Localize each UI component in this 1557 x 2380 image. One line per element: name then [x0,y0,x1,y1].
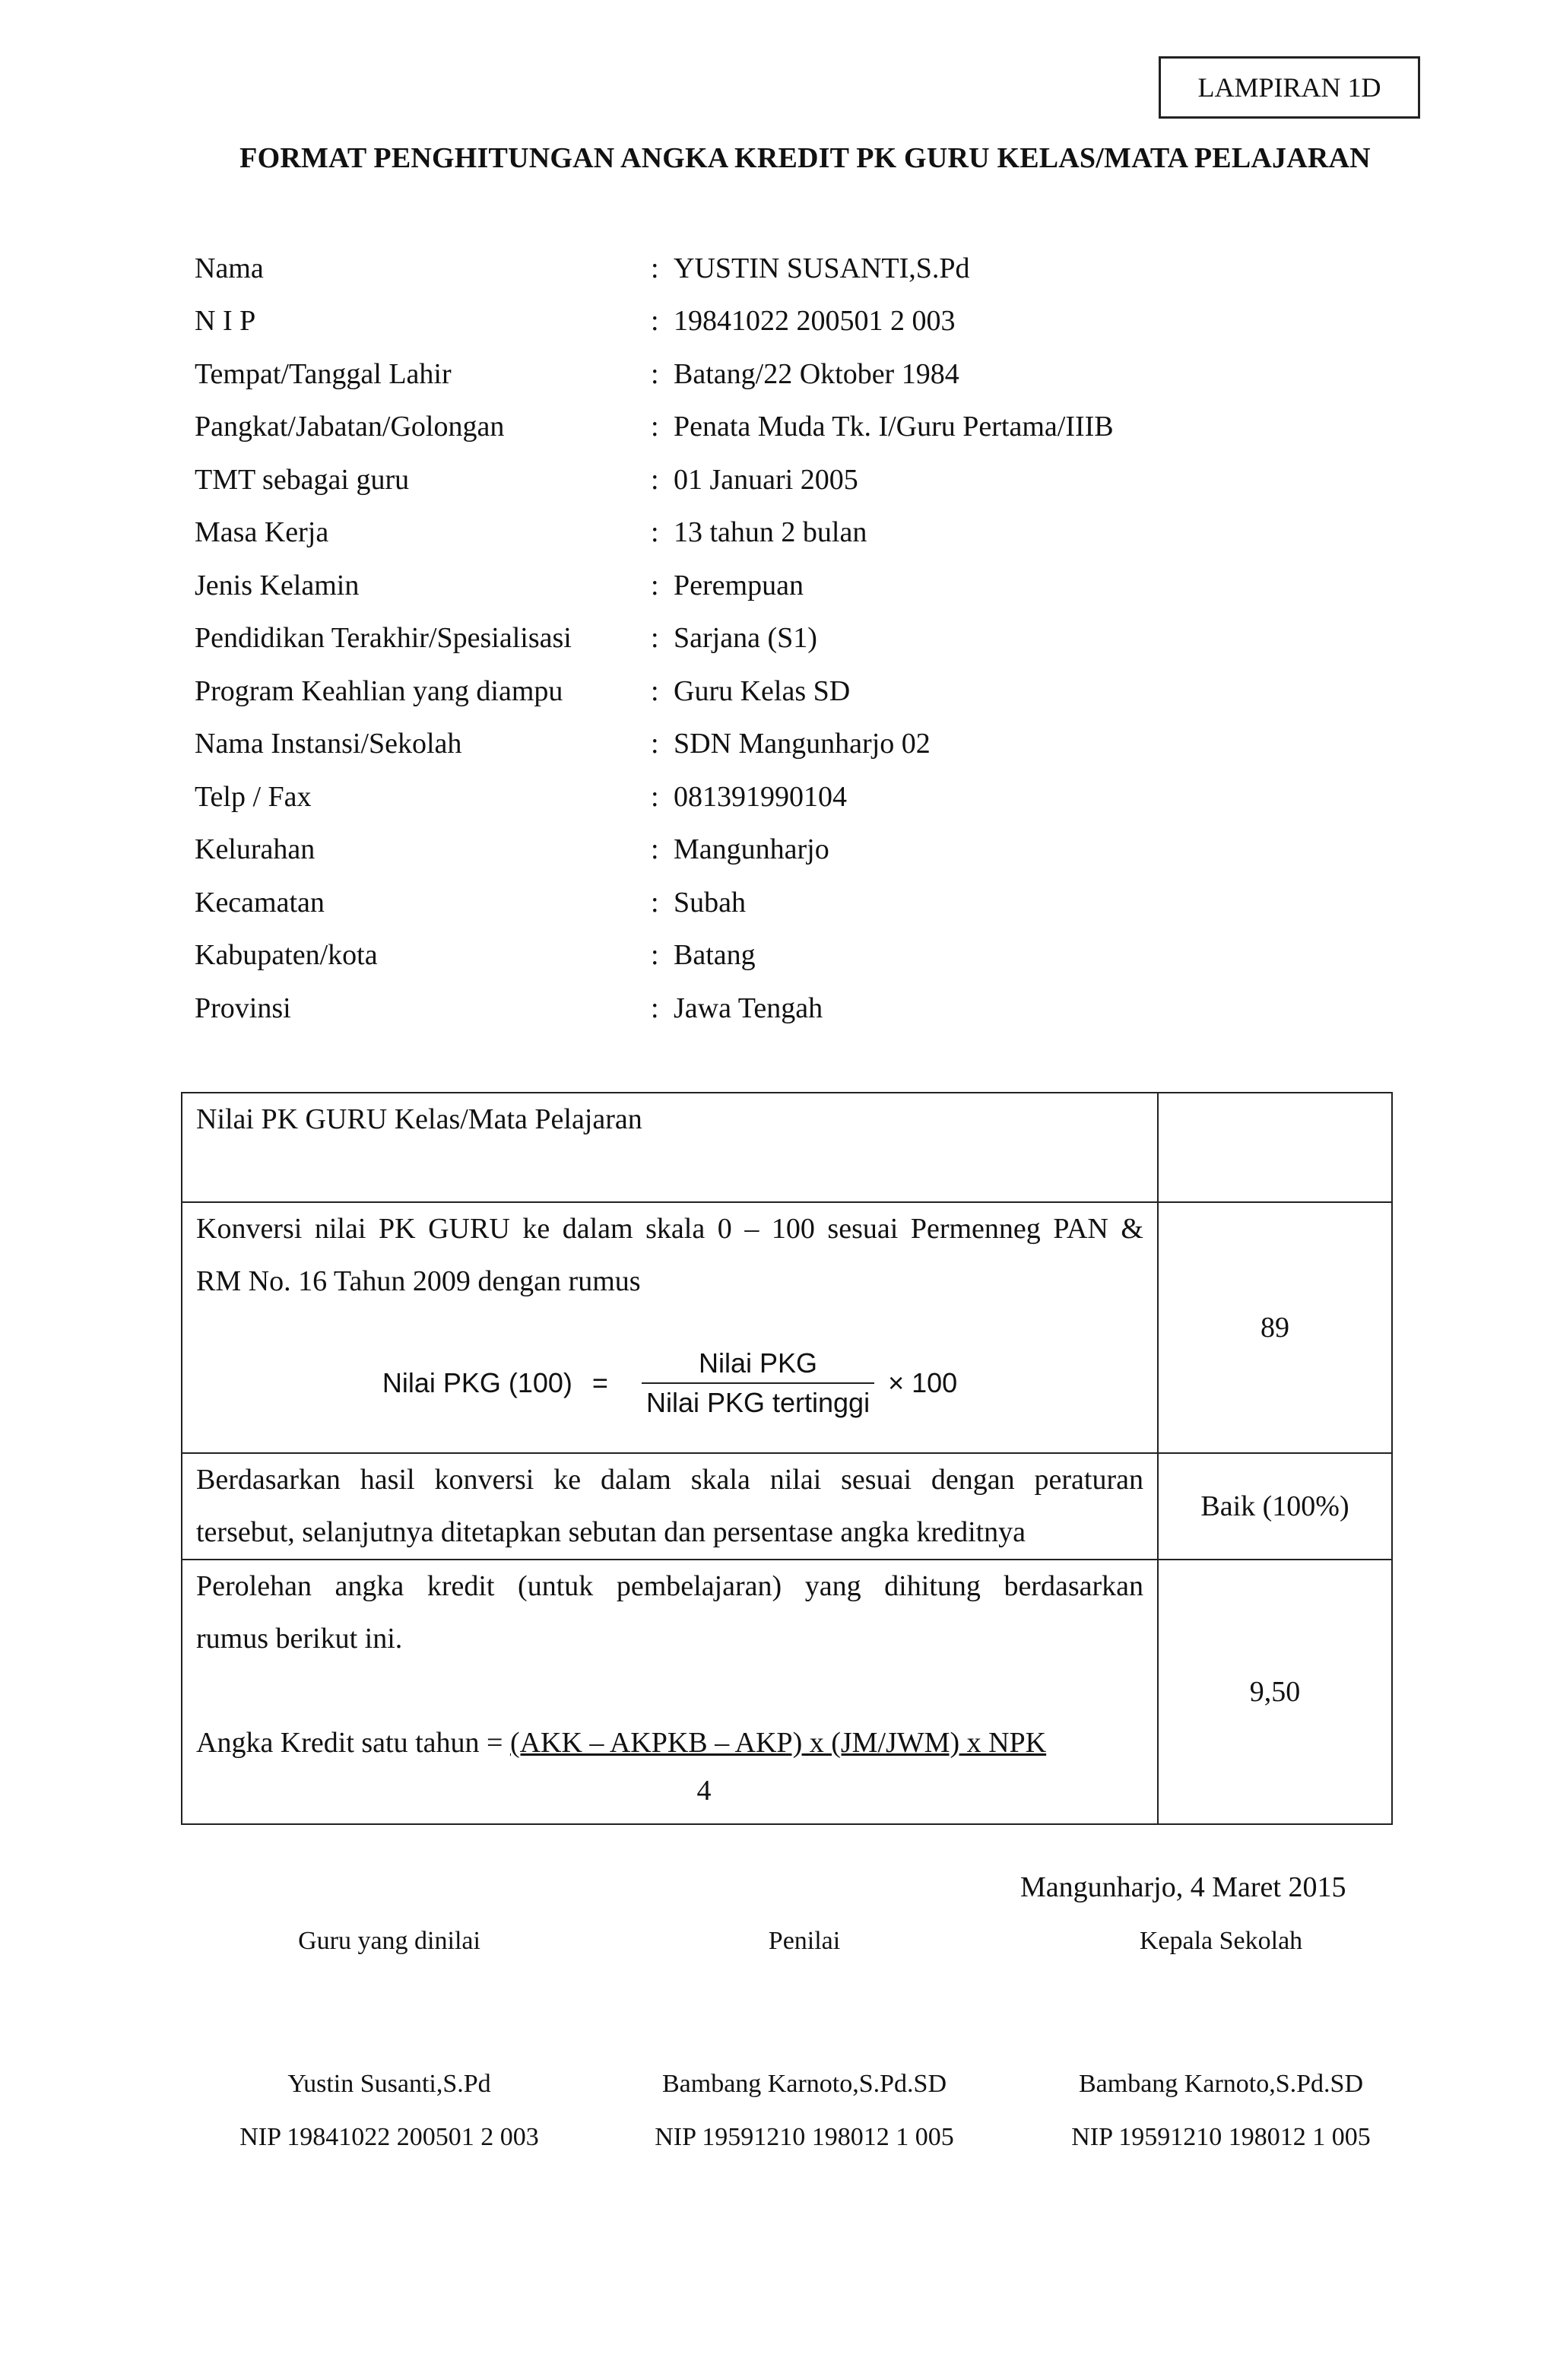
identity-value: 01 Januari 2005 [674,463,858,496]
identity-value: Sarjana (S1) [674,622,817,655]
appendix-label-box [1159,56,1420,119]
credit-formula-denominator: 4 [696,1775,712,1807]
identity-value: Batang/22 Oktober 1984 [674,357,959,390]
signatory-name: Bambang Karnoto,S.Pd.SD [662,2070,947,2098]
identity-value: Subah [674,886,746,919]
identity-colon: : [651,569,659,601]
formula-fraction [642,1347,874,1419]
identity-label: Jenis Kelamin [195,569,360,601]
document-title: FORMAT PENGHITUNGAN ANGKA KREDIT PK GURU KELAS/MATA PELAJARAN [239,142,1371,174]
table-row [182,1453,1392,1560]
identity-row-program [195,665,1114,718]
formula-multiplier: × 100 [888,1367,958,1398]
identity-value: 19841022 200501 2 003 [674,305,956,338]
identity-label: Kelurahan [195,833,316,866]
identity-row-rank [195,401,1114,454]
identity-row-phone [195,770,1114,823]
identity-label: Program Keahlian yang diampu [195,674,563,707]
identity-row-nama [195,242,1114,295]
identity-label: Tempat/Tanggal Lahir [195,357,452,390]
identity-row-school [195,718,1114,771]
pkg-conversion-formula [196,1347,1143,1419]
credit-text-line2: rumus berikut ini. [196,1623,403,1655]
identity-row-kecamatan [195,876,1114,929]
identity-label: Pangkat/Jabatan/Golongan [195,411,505,443]
identity-colon: : [651,780,659,813]
pk-score-label: Nilai PK GURU Kelas/Mata Pelajaran [196,1103,642,1135]
credit-calculation-table [181,1092,1393,1825]
appendix-label: LAMPIRAN 1D [1197,72,1381,103]
category-text-line2: tersebut, selanjutnya ditetapkan sebutan dan persentase angka kreditnya [196,1516,1026,1548]
identity-row-kelurahan [195,823,1114,877]
identity-colon: : [651,411,659,443]
identity-label: Kecamatan [195,886,325,919]
table-cell-category [182,1453,1158,1560]
table-cell-credit [182,1560,1158,1824]
formula-denominator: Nilai PKG tertinggi [645,1387,870,1418]
conversion-text-line1: Konversi nilai PK GURU ke dalam skala 0 – 100 sesuai Permenneg PAN & [196,1213,1143,1245]
table-row [182,1560,1392,1824]
signatory-name: Yustin Susanti,S.Pd [287,2070,491,2098]
credit-formula [196,1717,1143,1769]
identity-colon: : [651,992,659,1024]
identity-row-nip [195,295,1114,348]
identity-value: 081391990104 [674,780,847,813]
identity-value: Guru Kelas SD [674,674,851,707]
signatory-nip: NIP 19591210 198012 1 005 [1071,2123,1371,2151]
identity-value: Mangunharjo [674,833,829,866]
identity-value: Jawa Tengah [674,992,823,1024]
formula-equals: = [591,1367,608,1398]
identity-label: Provinsi [195,992,291,1024]
identity-colon: : [651,674,659,707]
credit-text-line1: Perolehan angka kredit (untuk pembelajaran) yang dihitung berdasarkan [196,1570,1143,1602]
identity-label: TMT sebagai guru [195,463,410,496]
identity-label: Masa Kerja [195,516,329,549]
identity-label: N I P [195,305,256,338]
identity-section [195,242,1114,1035]
category-text-line1: Berdasarkan hasil konversi ke dalam skala nilai sesuai dengan peraturan [196,1464,1143,1496]
identity-row-tmt [195,453,1114,506]
identity-row-education [195,612,1114,665]
identity-row-tenure [195,506,1114,560]
identity-label: Pendidikan Terakhir/Spesialisasi [195,622,572,655]
identity-colon: : [651,833,659,866]
place-date: Mangunharjo, 4 Maret 2015 [1020,1871,1346,1903]
identity-label: Telp / Fax [195,780,312,813]
identity-colon: : [651,886,659,919]
identity-value: 13 tahun 2 bulan [674,516,867,549]
identity-colon: : [651,252,659,284]
credit-formula-numerator: (AKK – AKPKB – AKP) x (JM/JWM) x NPK [509,1727,1047,1759]
credit-formula-prefix: Angka Kredit satu tahun = [196,1727,510,1759]
table-cell-pk-score-label [182,1093,1158,1202]
table-row [182,1202,1392,1453]
identity-colon: : [651,728,659,760]
formula-lhs: Nilai PKG (100) [382,1367,572,1398]
identity-colon: : [651,357,659,390]
identity-row-provinsi [195,982,1114,1035]
table-cell-category-value: Baik (100%) [1158,1453,1392,1560]
identity-row-gender [195,559,1114,612]
table-cell-conversion [182,1202,1158,1453]
identity-row-kabupaten [195,929,1114,982]
signatory-role: Penilai [768,1927,841,1955]
table-cell-conversion-value: 89 [1158,1202,1392,1453]
identity-value: Perempuan [674,569,804,601]
identity-colon: : [651,939,659,972]
table-row [182,1093,1392,1202]
signatory-nip: NIP 19591210 198012 1 005 [655,2123,954,2151]
formula-numerator: Nilai PKG [698,1347,818,1379]
identity-label: Nama Instansi/Sekolah [195,728,462,760]
signatory-nip: NIP 19841022 200501 2 003 [239,2123,539,2151]
signatory-name: Bambang Karnoto,S.Pd.SD [1079,2070,1363,2098]
identity-value: Penata Muda Tk. I/Guru Pertama/IIIB [674,411,1114,443]
table-cell-credit-value: 9,50 [1158,1560,1392,1824]
identity-label: Nama [195,252,264,284]
identity-value: SDN Mangunharjo 02 [674,728,931,760]
identity-label: Kabupaten/kota [195,939,378,972]
identity-value: Batang [674,939,756,972]
identity-row-birth [195,347,1114,401]
table-cell-pk-score-value [1158,1093,1392,1202]
signatory-role: Kepala Sekolah [1139,1927,1303,1955]
identity-value: YUSTIN SUSANTI,S.Pd [674,252,970,284]
identity-colon: : [651,463,659,496]
identity-colon: : [651,305,659,338]
identity-colon: : [651,622,659,655]
identity-colon: : [651,516,659,549]
conversion-text-line2: RM No. 16 Tahun 2009 dengan rumus [196,1265,641,1297]
signatory-role: Guru yang dinilai [298,1927,480,1955]
